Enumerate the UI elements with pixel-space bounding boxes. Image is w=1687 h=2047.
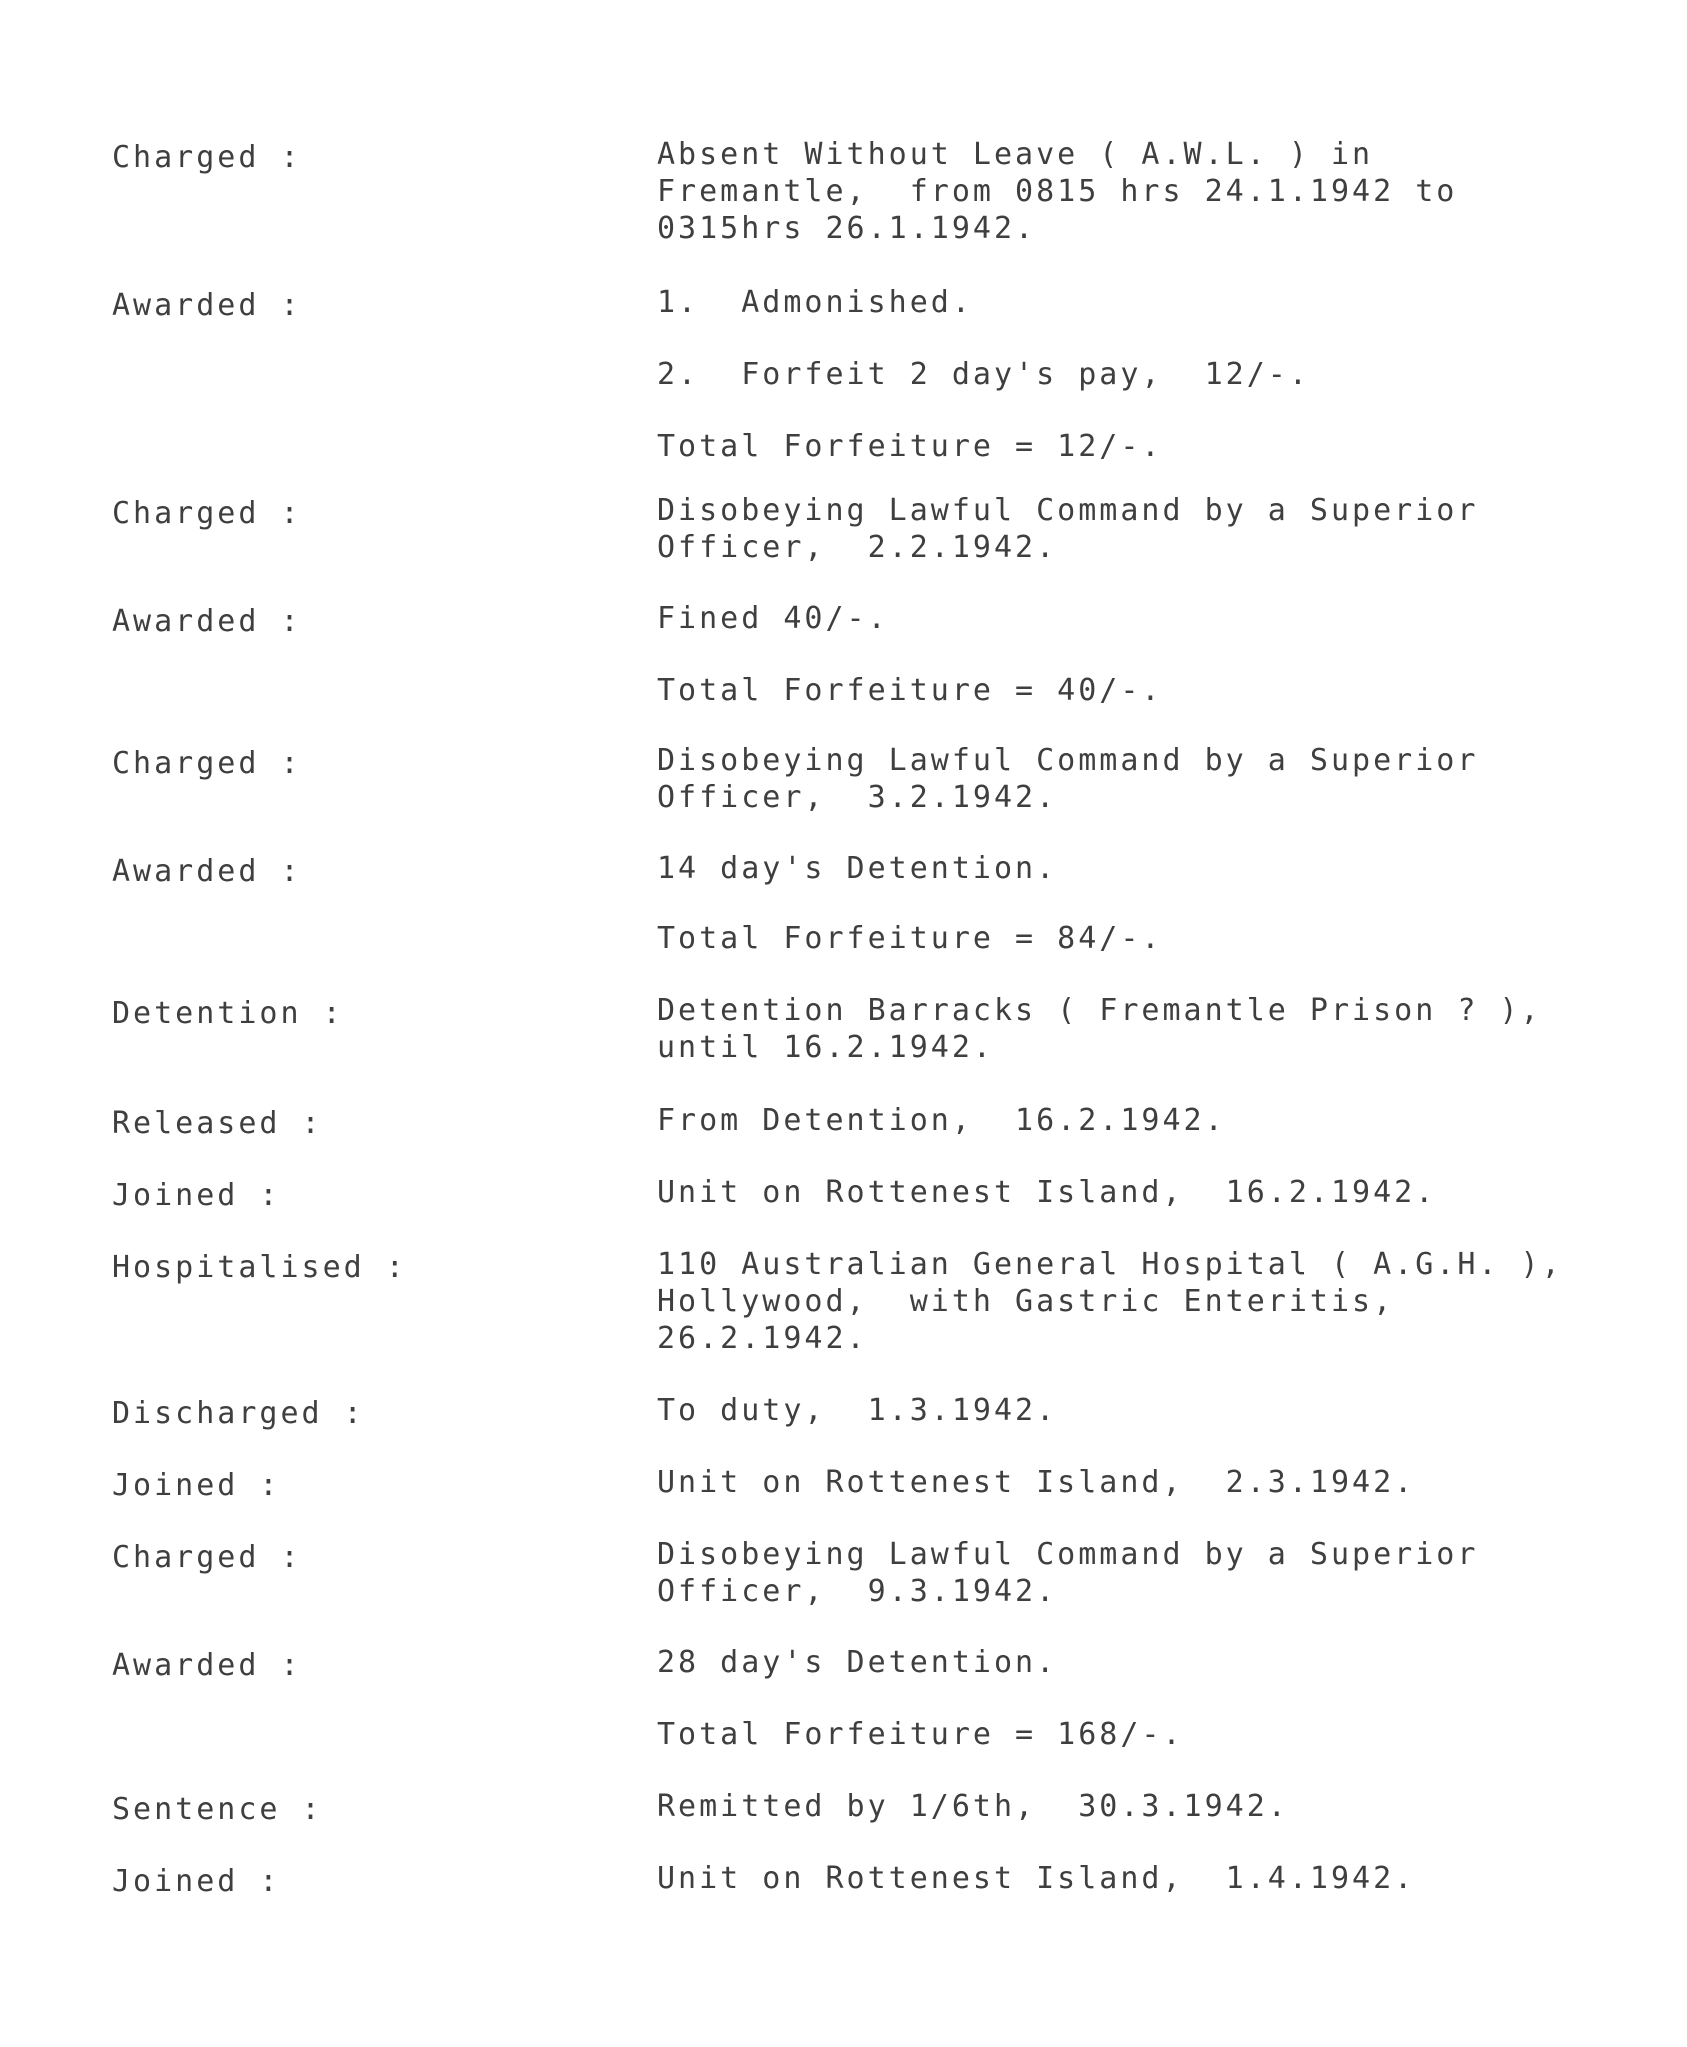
entry-label: Joined : (112, 1468, 281, 1503)
entry-content (657, 850, 1617, 887)
entry-line: 14 day's Detention. (657, 851, 1058, 886)
entry-content (657, 600, 1617, 637)
entry-line: Detention Barracks ( Fremantle Prison ? ), (657, 993, 1542, 1028)
entry-content (657, 742, 1617, 816)
entry-line: Hollywood, with Gastric Enteritis, (657, 1284, 1395, 1319)
entry-content (657, 1788, 1617, 1825)
entry-line: Officer, 2.2.1942. (657, 530, 1058, 565)
entry-label: Joined : (112, 1864, 281, 1899)
entry-line: Total Forfeiture = 12/-. (657, 429, 1163, 464)
entry-line: Remitted by 1/6th, 30.3.1942. (657, 1789, 1289, 1824)
entry-line: Disobeying Lawful Command by a Superior (657, 743, 1479, 778)
entry-line: Officer, 9.3.1942. (657, 1574, 1058, 1609)
entry-label: Awarded : (112, 604, 302, 639)
entry-content (657, 992, 1617, 1066)
entry-content (657, 920, 1617, 957)
entry-content (657, 136, 1617, 247)
entry-content (657, 1536, 1617, 1610)
entry-content (657, 1102, 1617, 1139)
entry-line: Unit on Rottenest Island, 1.4.1942. (657, 1861, 1416, 1896)
entry-content (657, 1464, 1617, 1501)
entry-label: Awarded : (112, 854, 302, 889)
entry-line: 0315hrs 26.1.1942. (657, 211, 1037, 246)
entry-line: 110 Australian General Hospital ( A.G.H. ), (657, 1247, 1563, 1282)
entry-line: 2. Forfeit 2 day's pay, 12/-. (657, 357, 1310, 392)
entry-line: Unit on Rottenest Island, 2.3.1942. (657, 1465, 1416, 1500)
entry-content (657, 1644, 1617, 1681)
entry-line: Absent Without Leave ( A.W.L. ) in (657, 137, 1374, 172)
entry-label: Awarded : (112, 288, 302, 323)
entry-label: Awarded : (112, 1648, 302, 1683)
entry-line: Unit on Rottenest Island, 16.2.1942. (657, 1175, 1437, 1210)
entry-content (657, 284, 1617, 321)
entry-label: Charged : (112, 746, 302, 781)
entry-line: From Detention, 16.2.1942. (657, 1103, 1226, 1138)
entry-line: 26.2.1942. (657, 1321, 868, 1356)
entry-content (657, 1174, 1617, 1211)
entry-label: Sentence : (112, 1792, 323, 1827)
entry-line: To duty, 1.3.1942. (657, 1393, 1058, 1428)
entry-content (657, 1860, 1617, 1897)
entry-label: Charged : (112, 496, 302, 531)
entry-content (657, 1392, 1617, 1429)
entry-content (657, 1716, 1617, 1753)
entry-label: Charged : (112, 1540, 302, 1575)
entry-label: Hospitalised : (112, 1250, 407, 1285)
entry-line: Fremantle, from 0815 hrs 24.1.1942 to (657, 174, 1458, 209)
entry-content (657, 672, 1617, 709)
entry-line: Total Forfeiture = 84/-. (657, 921, 1163, 956)
entry-line: Officer, 3.2.1942. (657, 780, 1058, 815)
entry-line: Disobeying Lawful Command by a Superior (657, 493, 1479, 528)
entry-content (657, 492, 1617, 566)
entry-content (657, 428, 1617, 465)
entry-line: 1. Admonished. (657, 285, 973, 320)
entry-label: Charged : (112, 140, 302, 175)
entry-label: Joined : (112, 1178, 281, 1213)
entry-line: Total Forfeiture = 40/-. (657, 673, 1163, 708)
entry-label: Detention : (112, 996, 344, 1031)
entry-line: 28 day's Detention. (657, 1645, 1058, 1680)
entry-content (657, 1246, 1617, 1357)
entry-line: Total Forfeiture = 168/-. (657, 1717, 1184, 1752)
entry-line: until 16.2.1942. (657, 1030, 994, 1065)
entry-content (657, 356, 1617, 393)
entry-line: Fined 40/-. (657, 601, 889, 636)
entry-line: Disobeying Lawful Command by a Superior (657, 1537, 1479, 1572)
entry-label: Discharged : (112, 1396, 365, 1431)
entry-label: Released : (112, 1106, 323, 1141)
